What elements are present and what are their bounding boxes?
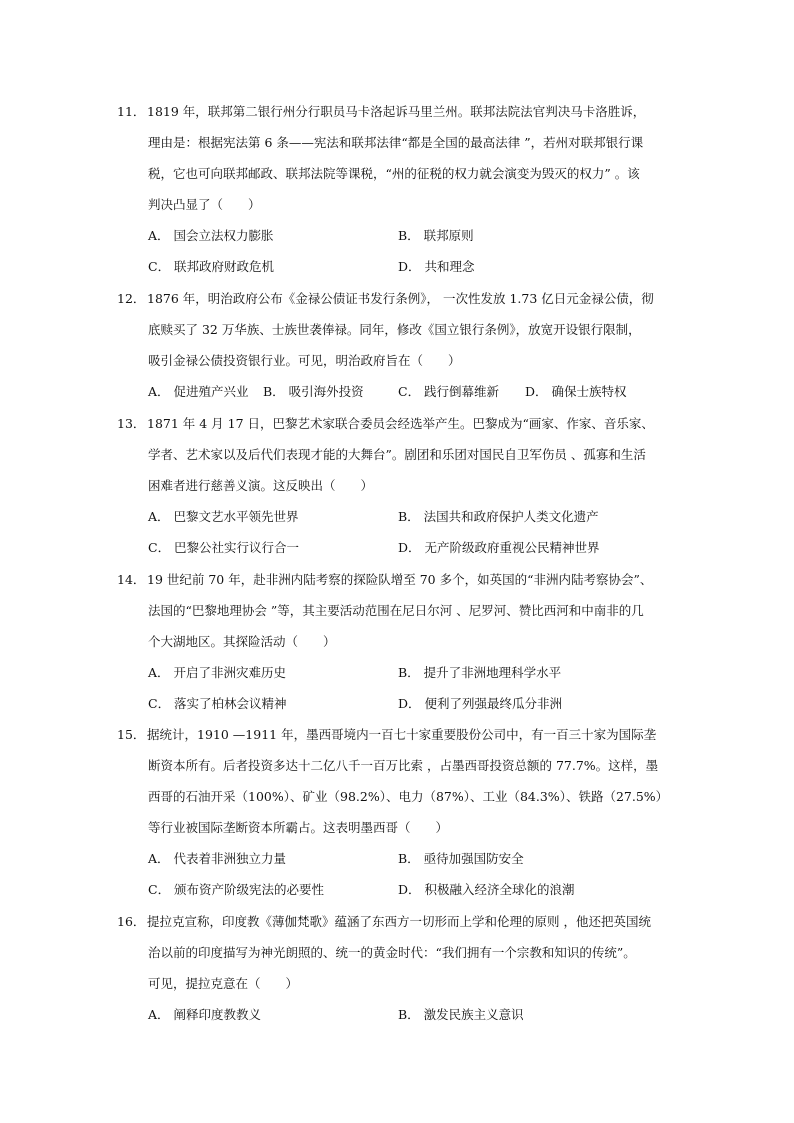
question-text-line: 底赎买了 32 万华族、士族世袭俸禄。同年，修改《国立银行条例》，放宽开设银行限制， — [148, 322, 641, 337]
question-number: 13． — [117, 416, 146, 431]
question-text-line: 困难者进行慈善义演。这反映出（ ） — [148, 478, 374, 493]
option-c: C． 巴黎公社实行议行合一 — [148, 540, 300, 555]
question-text-line: 理由是：根据宪法第 6 条——宪法和联邦法律“都是全国的最高法律 ”，若州对联邦银行课 — [148, 135, 644, 150]
option-d: D． 便利了列强最终瓜分非洲 — [398, 696, 562, 711]
question-text-line: 断资本所有。后者投资多达十二亿八千一百万比索 ，占墨西哥投资总额的 77.7%。这样，墨 — [148, 758, 659, 773]
option-c: C． 践行倒幕维新 — [398, 384, 500, 399]
question-text-line: 西哥的石油开采（100%）、矿业（98.2%）、电力（87%）、工业（84.3%）、铁路（27.5%） — [148, 789, 669, 804]
question-text-line: 19 世纪前 70 年，赴非洲内陆考察的探险队增至 70 多个，如英国的“非洲内陆考察协会”、 — [147, 572, 653, 587]
option-a: A． 开启了非洲灾难历史 — [148, 665, 287, 680]
question-text-line: 等行业被国际垄断资本所霸占。这表明墨西哥（ ） — [148, 820, 449, 835]
question-text-line: 1876 年，明治政府公布《金禄公债证书发行条例》， 一次性发放 1.73 亿日元金禄公债，彻 — [147, 291, 654, 306]
question-text-line: 可见，提拉克意在（ ） — [148, 976, 299, 991]
option-c: C． 联邦政府财政危机 — [148, 259, 275, 274]
question-number: 14． — [117, 572, 146, 587]
option-b: B． 法国共和政府保护人类文化遗产 — [398, 509, 599, 524]
question-text-line: 法国的“巴黎地理协会 ”等，其主要活动范围在尼日尔河 、尼罗河、赞比西河和中南非的几 — [148, 603, 644, 618]
option-d: D． 确保士族特权 — [525, 384, 627, 399]
option-b: B． 提升了非洲地理科学水平 — [398, 665, 562, 680]
option-d: D． 积极融入经济全球化的浪潮 — [398, 882, 575, 897]
question-text-line: 提拉克宣称，印度教《薄伽梵歌》蕴涵了东西方一切形而上学和伦理的原则 ，他还把英国统 — [147, 914, 651, 929]
question-number: 16． — [117, 914, 146, 929]
question-text-line: 吸引金禄公债投资银行业。可见，明治政府旨在（ ） — [148, 353, 461, 368]
question-number: 15． — [117, 727, 146, 742]
question-text-line: 1871 年 4 月 17 日，巴黎艺术家联合委员会经选举产生。巴黎成为“画家、作家、音乐家、 — [147, 416, 654, 431]
question-text-line: 据统计，1910 —1911 年，墨西哥境内一百七十家重要股份公司中，有一百三十家为国际垄 — [147, 727, 657, 742]
option-b: B． 亟待加强国防安全 — [398, 851, 524, 866]
question-text-line: 学者、艺术家以及后代们表现才能的大舞台”。剧团和乐团对国民自卫军伤员 、孤寡和生活 — [148, 447, 646, 462]
option-a: A． 阐释印度教教义 — [148, 1007, 262, 1022]
option-d: D． 共和理念 — [398, 259, 475, 274]
option-b: B． 吸引海外投资 — [263, 384, 364, 399]
question-number: 12． — [117, 291, 146, 306]
option-a: A． 促进殖产兴业 — [148, 384, 249, 399]
question-text-line: 治以前的印度描写为神光朗照的、统一的黄金时代：“我们拥有一个宗教和知识的传统”。 — [148, 945, 636, 960]
option-b: B． 激发民族主义意识 — [398, 1007, 524, 1022]
option-a: A． 国会立法权力膨胀 — [148, 228, 274, 243]
question-text-line: 个大湖地区。其探险活动（ ） — [148, 634, 336, 649]
option-c: C． 颁布资产阶级宪法的必要性 — [148, 882, 325, 897]
option-a: A． 巴黎文艺水平领先世界 — [148, 509, 299, 524]
option-b: B． 联邦原则 — [398, 228, 474, 243]
question-text-line: 1819 年，联邦第二银行州分行职员马卡洛起诉马里兰州。联邦法院法官判决马卡洛胜诉， — [147, 104, 646, 119]
question-text-line: 判决凸显了（ ） — [148, 197, 261, 212]
option-d: D． 无产阶级政府重视公民精神世界 — [398, 540, 600, 555]
question-number: 11． — [117, 104, 146, 119]
option-a: A． 代表着非洲独立力量 — [148, 851, 287, 866]
question-text-line: 税，它也可向联邦邮政、联邦法院等课税，“州的征税的权力就会演变为毁灭的权力” 。该 — [148, 166, 640, 181]
option-c: C． 落实了柏林会议精神 — [148, 696, 287, 711]
